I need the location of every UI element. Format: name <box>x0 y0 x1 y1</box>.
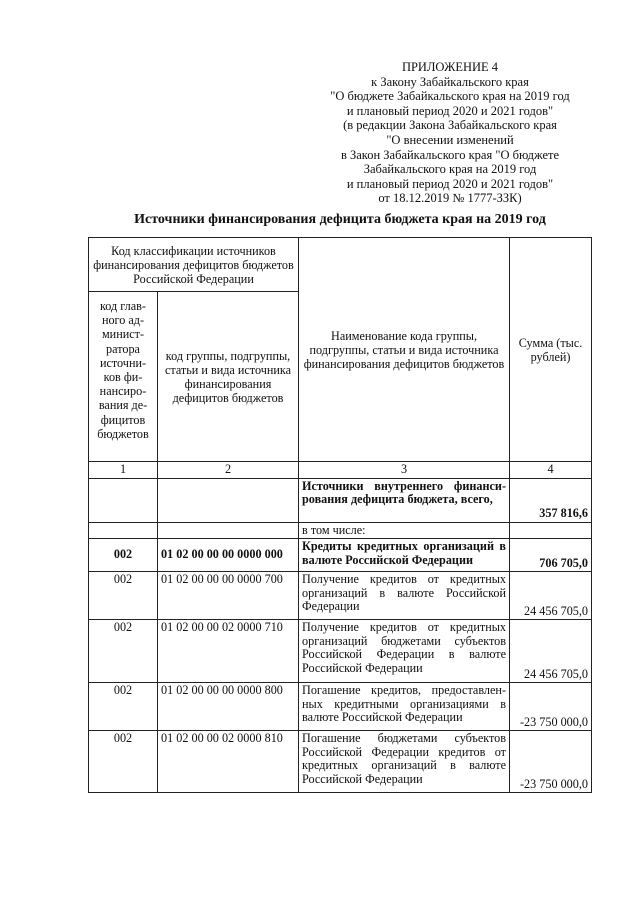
in-that-number-label: в том числе: <box>299 522 510 539</box>
column-number: 4 <box>510 462 592 479</box>
header-line: и плановый период 2020 и 2021 годов" <box>346 103 554 118</box>
row-admin-code: 002 <box>89 731 158 793</box>
in-that-number-admin-cell <box>89 522 158 539</box>
header-line: и плановый период 2020 и 2021 годов" <box>346 176 554 191</box>
in-that-number-code-cell <box>158 522 299 539</box>
name-column-header: Наименование кода группы, подгруппы, статьи и вида источника финансирования дефицитов бюджетов <box>299 238 510 462</box>
row-group-code: 01 02 00 00 00 0000 000 <box>158 539 299 572</box>
row-name: Погашение кредитов, предоставлен-ных кредитными организациями в валюте Российской Федерации <box>299 683 510 731</box>
row-name: Кредиты кредитных организаций в валюте Российской Федерации <box>299 539 510 572</box>
header-line: ПРИЛОЖЕНИЕ 4 <box>401 60 499 74</box>
row-amount: -23 750 000,0 <box>510 731 592 793</box>
total-admin-cell <box>89 478 158 522</box>
row-group-code: 01 02 00 00 00 0000 800 <box>158 683 299 731</box>
row-amount: 706 705,0 <box>510 539 592 572</box>
row-admin-code: 002 <box>89 572 158 620</box>
row-amount: 24 456 705,0 <box>510 572 592 620</box>
in-that-number-amount-cell <box>510 522 592 539</box>
total-row-amount: 357 816,6 <box>510 478 592 522</box>
financing-sources-table <box>88 237 592 793</box>
amount-column-header: Сумма (тыс. рублей) <box>510 238 592 462</box>
row-group-code: 01 02 00 00 02 0000 810 <box>158 731 299 793</box>
row-admin-code: 002 <box>89 683 158 731</box>
row-name: Получение кредитов от кредитных организаций бюджетами субъектов Российской Федерации в валюте Российской Федерации <box>299 620 510 683</box>
column-number: 3 <box>299 462 510 479</box>
row-amount: 24 456 705,0 <box>510 620 592 683</box>
header-line: Забайкальского края на 2019 год <box>363 162 537 177</box>
row-group-code: 01 02 00 00 00 0000 700 <box>158 572 299 620</box>
classification-code-header: Код классификации источников финансирования дефицитов бюджетов Российской Федерации <box>89 238 299 292</box>
row-name: Погашение бюджетами субъектов Российской Федерации кредитов от кредитных организаций в валюте Российской Федерации <box>299 731 510 793</box>
column-number: 1 <box>89 462 158 479</box>
header-line: (в редакции Закона Забайкальского края <box>343 118 557 133</box>
header-line: в Закон Забайкальского края "О бюджете <box>340 147 560 162</box>
header-line: "О внесении изменений <box>386 132 514 147</box>
row-admin-code: 002 <box>89 620 158 683</box>
row-name: Получение кредитов от кредитных организаций в валюте Российской Федерации <box>299 572 510 620</box>
row-group-code: 01 02 00 00 02 0000 710 <box>158 620 299 683</box>
document-title: Источники финансирования дефицита бюджета края на 2019 год <box>134 212 546 227</box>
appendix-header <box>300 60 600 206</box>
total-code-cell <box>158 478 299 522</box>
admin-code-column-header: код глав-ного ад-минист-ратора источни-ков фи-нансиро-вания де-фицитов бюджетов <box>89 292 158 462</box>
total-row-name: Источники внутреннего финанси-рования дефицита бюджета, всего, <box>299 478 510 522</box>
row-admin-code: 002 <box>89 539 158 572</box>
row-amount: -23 750 000,0 <box>510 683 592 731</box>
header-line: к Закону Забайкальского края <box>371 74 529 89</box>
column-number: 2 <box>158 462 299 479</box>
header-line: от 18.12.2019 № 1777-ЗЗК) <box>378 191 522 206</box>
header-line: "О бюджете Забайкальского края на 2019 год <box>330 89 570 104</box>
group-code-column-header: код группы, подгруппы, статьи и вида источника финансирования дефицитов бюджетов <box>158 292 299 462</box>
